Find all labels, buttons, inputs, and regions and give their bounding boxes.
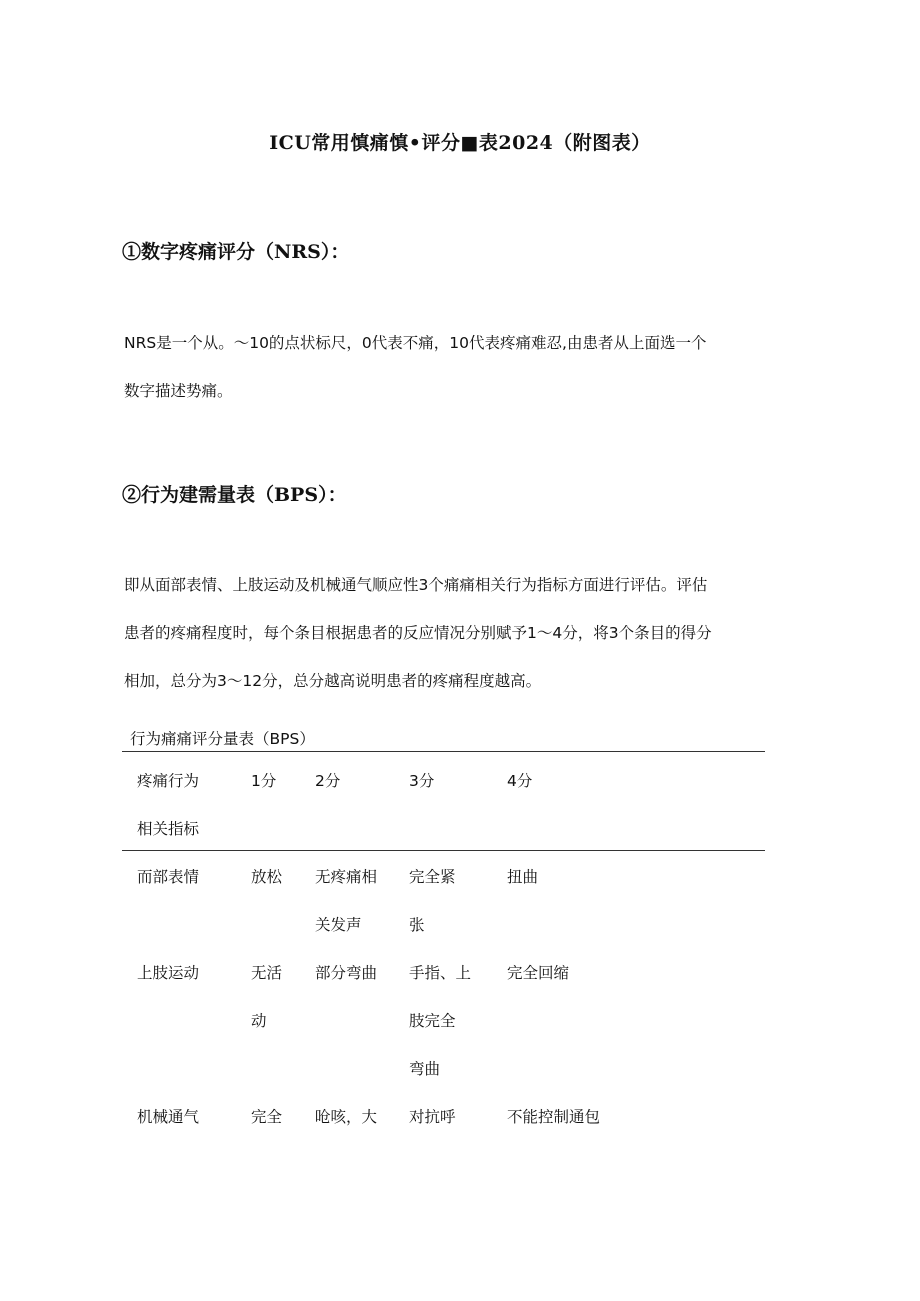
- table-cell-line: 放松: [251, 868, 283, 886]
- table-cell-line: 机械通气: [137, 1108, 200, 1126]
- table-cell: [409, 853, 456, 949]
- table-cell-line: 动: [251, 1012, 267, 1030]
- table-cell-line: 无疼痛相: [315, 868, 378, 886]
- paragraph-line: 患者的疼痛程度时，每个条目根据患者的反应情况分别赋予1～4分，将3个条目的得分: [124, 624, 712, 642]
- paragraph-line: 数字描述势痛。: [124, 382, 233, 400]
- paragraph-line: 即从面部表情、上肢运动及机械通气顺应性3个痛痛相关行为指标方面进行评估。评估: [124, 576, 708, 594]
- table-cell-line: 而部表情: [137, 868, 200, 886]
- table-cell: [315, 853, 377, 949]
- table-cell-line: 相关指标: [137, 820, 200, 838]
- table-header-rule: [122, 850, 765, 851]
- table-header-cell: [251, 757, 276, 805]
- table-top-rule: [122, 751, 765, 752]
- table-cell-line: 部分弯曲: [315, 964, 378, 982]
- table-cell: [507, 853, 538, 901]
- table-cell-line: 无活: [251, 964, 283, 982]
- table-cell-line: 疼痛行为: [137, 772, 200, 790]
- table-cell-line: 不能控制通包: [507, 1108, 601, 1126]
- table-cell-line: 对抗呼: [409, 1108, 456, 1126]
- table-header-cell: [137, 757, 199, 853]
- table-header-cell: [315, 757, 340, 805]
- table-cell-line: 上肢运动: [137, 964, 200, 982]
- table-cell-line: 完全紧: [409, 868, 456, 886]
- table-cell: [507, 1093, 600, 1141]
- section-paragraph-nrs: [124, 319, 784, 415]
- table-cell: [507, 949, 569, 997]
- table-row-label: [137, 1093, 199, 1141]
- table-cell-line: 1分: [251, 772, 277, 790]
- table-row-label: [137, 853, 199, 901]
- section-heading-bps: ②行为建需量表（BPS）：: [122, 484, 347, 506]
- table-cell: [251, 1093, 282, 1141]
- table-row-label: [137, 949, 199, 997]
- table-cell-line: 3分: [409, 772, 435, 790]
- table-cell-line: 弯曲: [409, 1060, 441, 1078]
- table-cell-line: 肢完全: [409, 1012, 456, 1030]
- table-cell-line: 完全回缩: [507, 964, 570, 982]
- section-paragraph-bps: [124, 561, 784, 705]
- paragraph-line: 相加，总分为3～12分，总分越高说明患者的疼痛程度越高。: [124, 672, 542, 690]
- table-cell: [315, 1093, 377, 1141]
- table-cell-line: 4分: [507, 772, 533, 790]
- page-title: ICU常用慎痛慎•评分■表2024（附图表）: [269, 132, 651, 154]
- paragraph-line: NRS是一个从。～10的点状标尺，0代表不痛，10代表疼痛难忍,由患者从上面选一个: [124, 334, 707, 352]
- table-cell-line: 呛咳，大: [315, 1108, 378, 1126]
- table-header-cell: [409, 757, 434, 805]
- table-cell: [251, 949, 282, 1045]
- table-header-cell: [507, 757, 532, 805]
- table-cell: [251, 853, 282, 901]
- table-cell-line: 手指、上: [409, 964, 472, 982]
- table-cell-line: 2分: [315, 772, 341, 790]
- table-cell-line: 张: [409, 916, 425, 934]
- table-cell-line: 扭曲: [507, 868, 539, 886]
- table-cell-line: 完全: [251, 1108, 283, 1126]
- section-heading-nrs: ①数字疼痛评分（NRS）：: [122, 241, 350, 263]
- table-cell: [409, 949, 471, 1093]
- table-cell: [315, 949, 377, 997]
- table-cell: [409, 1093, 456, 1141]
- table-cell-line: 关发声: [315, 916, 362, 934]
- table-caption: 行为痛痛评分量表（BPS）: [130, 730, 315, 748]
